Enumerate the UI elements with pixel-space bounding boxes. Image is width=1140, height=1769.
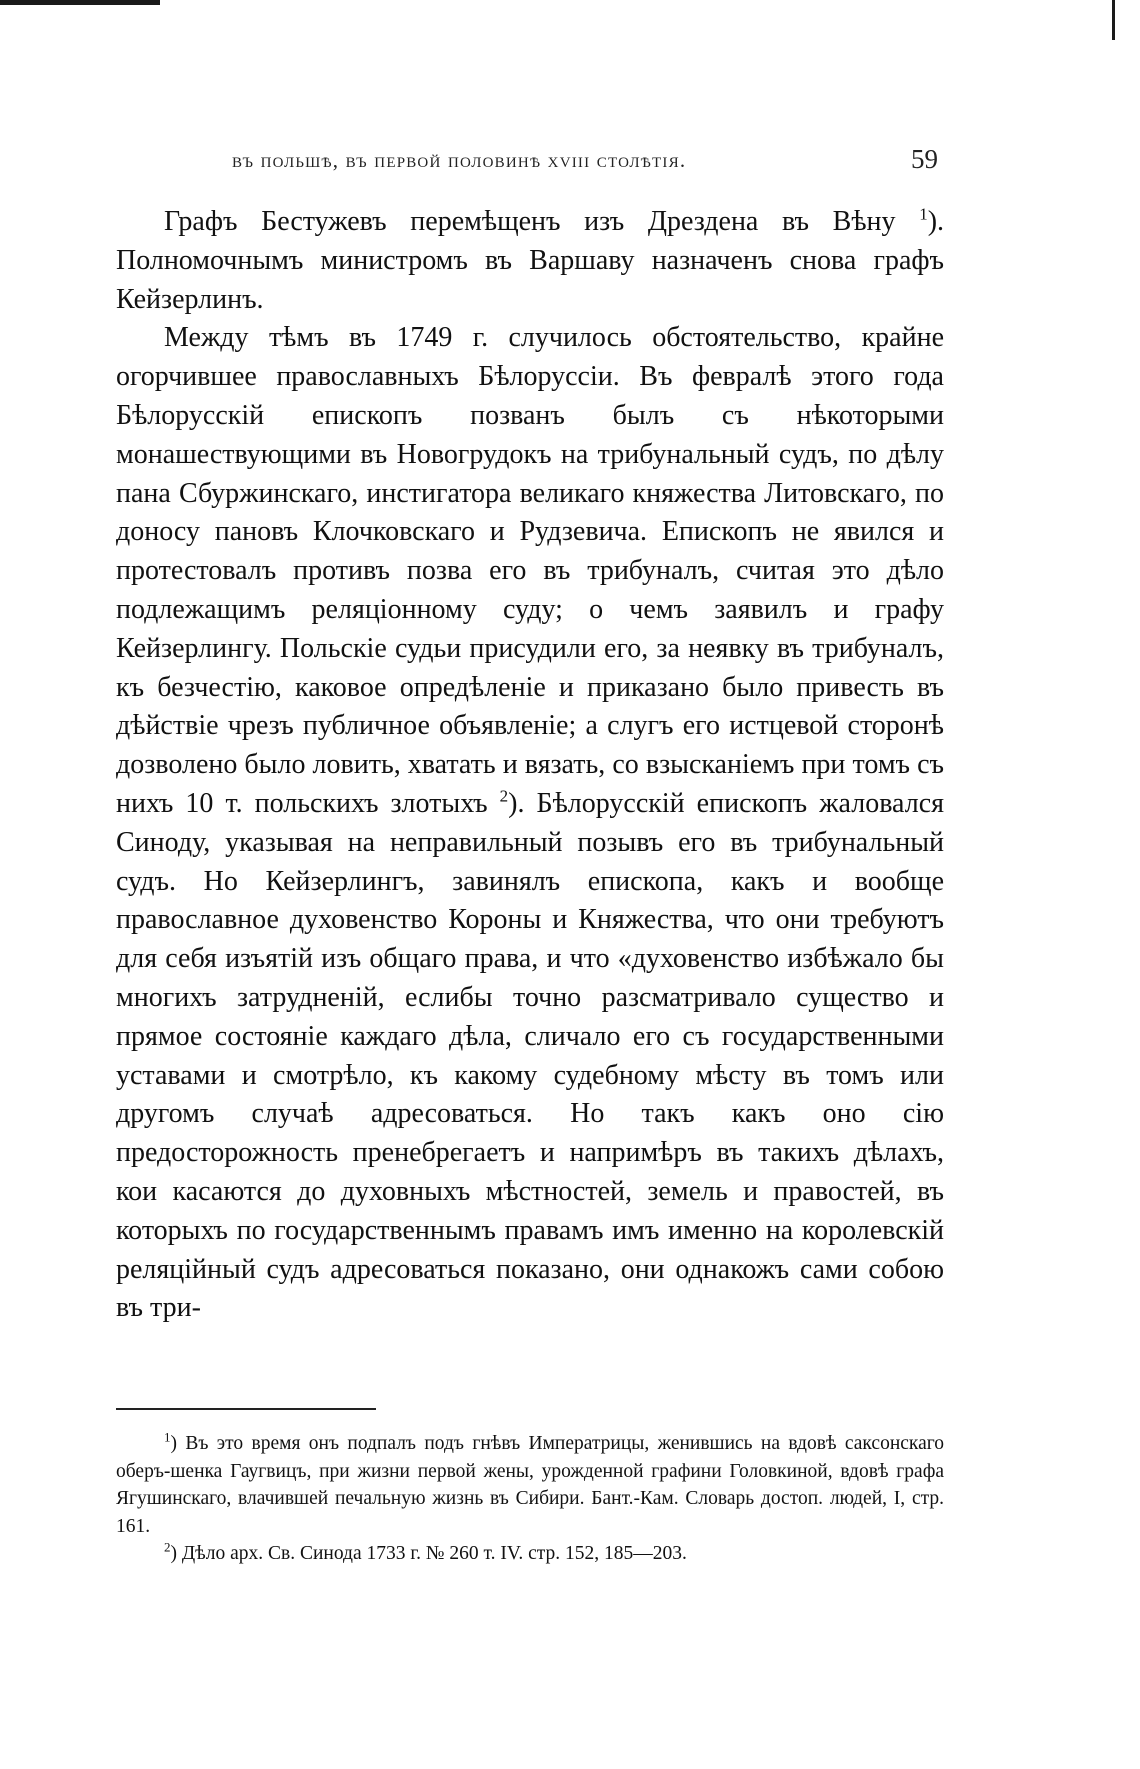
paragraph-2-text: Между тѣмъ въ 1749 г. случилось обстоятельство, крайне огорчившее православныхъ Бѣлоруссіи. Въ февралѣ этого года Бѣлорусскій епископъ позванъ былъ съ нѣкоторыми монашествующими въ Новогрудокъ на трибунальный судъ, по дѣлу пана Сбуржинскаго, инстигатора великаго княжества Литовскаго, по доносу пановъ Клочковскаго и Рудзевича. Епископъ не явился и протестовалъ противъ позва его въ трибуналъ, считая это дѣло подлежащимъ реляціонному суду; о чемъ заявилъ и графу Кейзерлингу. Польскіе судьи присудили его, за неявку въ трибуналъ, къ безчестію, каковое опредѣленіе и приказано было привесть въ дѣйствіе чрезъ публичное объявленіе; а слугъ его истцевой сторонѣ дозволено было ловить, хватать и вязать, со взысканіемъ при томъ съ нихъ 10 т. польскихъ злотыхъ	[116, 322, 944, 819]
page-number: 59	[911, 144, 938, 174]
scan-artifact-top-right	[1112, 0, 1115, 40]
paragraph-1-continuation: ). Полномочнымъ министромъ въ Варшаву назначенъ снова графъ Кейзерлинъ.	[116, 206, 945, 315]
paragraph-1-text: Графъ Бестужевъ перемѣщенъ изъ Дрездена въ Вѣну	[164, 206, 896, 237]
footnote-2-marker: 2	[164, 1539, 171, 1555]
paragraph-2-continuation: ). Бѣлорусскій епископъ жаловался Синоду, указывая на неправильный позывъ его въ трибунальный судъ. Но Кейзерлингъ, завинялъ епископа, какъ и вообще православное духовенство Короны и Княжества, что они требуютъ для себя изъятій изъ общаго права, и что «духовенство избѣжало бы многихъ затрудненій, еслибы точно разсматривало существо и прямое состояніе каждаго дѣла, сличало его съ государственными уставами и смотрѣло, къ какому судебному мѣсту въ томъ или другомъ случаѣ адресоваться. Но такъ какъ оно сію предосторожность пренебрегаетъ и напримѣръ въ такихъ дѣлахъ, кои касаются до духовныхъ мѣстностей, земель и правостей, въ которыхъ по государственнымъ правамъ имъ именно на королевскій реляційный судъ адресоваться показано, они однакожъ сами собою въ три-	[116, 787, 944, 1324]
running-head	[116, 144, 944, 178]
footnote-1-marker: 1	[164, 1429, 171, 1445]
paragraph-2	[116, 319, 944, 1328]
footnote-1	[116, 1430, 944, 1540]
running-title: въ польшѣ, въ первой половинѣ xviii столѣтія.	[232, 148, 687, 172]
body-text	[116, 203, 944, 1328]
footnote-divider	[116, 1408, 376, 1410]
footnote-1-text: ) Въ это время онъ подпалъ подъ гнѣвъ Императрицы, женившись на вдовѣ саксонскаго оберъ-шенка Гаугвицъ, при жизни первой жены, урожденной графини Головкиной, вдовѣ графа Ягушинскаго, влачившей печальную жизнь въ Сибири. Бант.-Кам. Словарь достоп. людей, I, стр. 161.	[116, 1433, 944, 1537]
footnotes	[116, 1430, 944, 1568]
footnote-2	[116, 1540, 944, 1568]
footnote-2-text: ) Дѣло арх. Св. Синода 1733 г. № 260 т. IV. стр. 152, 185—203.	[170, 1543, 687, 1564]
footnote-ref-2: 2	[499, 786, 509, 806]
footnote-ref-1: 1	[919, 204, 928, 224]
scan-artifact-top-left	[0, 0, 160, 5]
paragraph-1	[116, 203, 944, 319]
